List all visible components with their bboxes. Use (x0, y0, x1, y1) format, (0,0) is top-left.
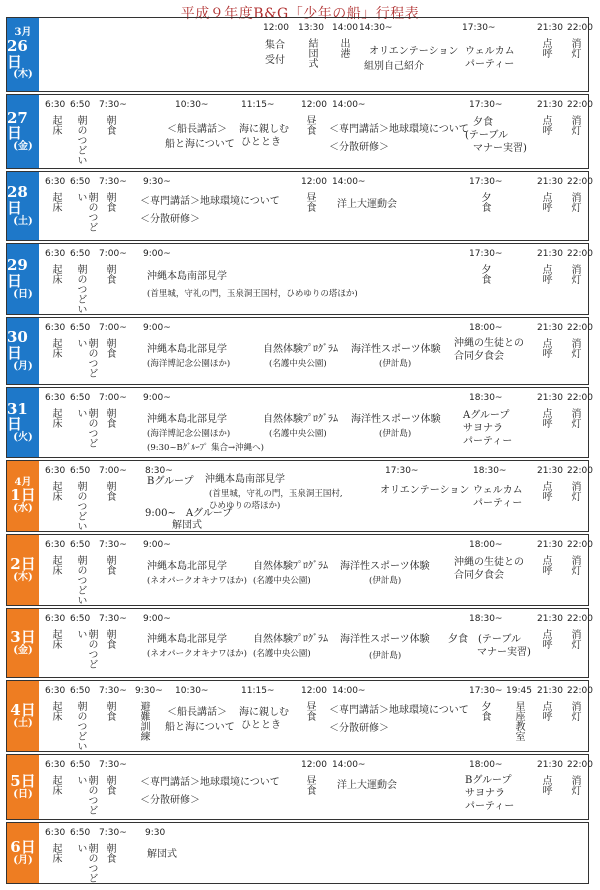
date-day: 1日 (10, 486, 36, 505)
time-label: 12:00 (301, 100, 327, 110)
event-text: 海洋性スポーツ体験 (340, 561, 430, 572)
vertical-event: 夕食 (479, 701, 490, 721)
day-row (6, 17, 593, 92)
time-label: 11:15~ (241, 686, 275, 696)
time-label: 6:50 (70, 323, 91, 333)
vertical-event: 昼食 (304, 192, 315, 212)
vertical-event: 点呼 (540, 775, 551, 795)
vertical-event: 起床 (50, 192, 61, 212)
event-text: 自然体験ﾌﾟﾛｸﾞﾗﾑ (253, 634, 328, 645)
time-label: 7:30~ (99, 686, 127, 696)
event-text: 自然体験ﾌﾟﾛｸﾞﾗﾑ (263, 414, 338, 425)
date-day: 29日 (7, 256, 28, 290)
day-row (6, 822, 589, 884)
date-cell (7, 755, 39, 819)
date-weekday: (日) (13, 788, 33, 800)
time-label: 9:00~ (143, 540, 171, 550)
date-weekday: (月) (13, 854, 33, 866)
vertical-event: 朝のつどい (75, 555, 86, 605)
event-text: ＜専門講話＞地球環境について (140, 777, 280, 788)
event-text: (名護中央公園) (269, 359, 327, 369)
time-label: 14:00~ (332, 100, 366, 110)
time-label: 22:00 (567, 393, 593, 403)
vertical-event: 点呼 (540, 264, 551, 284)
time-label: 9:30~ (135, 686, 163, 696)
time-label: 21:30 (537, 177, 563, 187)
vertical-event: 消灯 (569, 115, 580, 135)
event-text: 海洋性スポーツ体験 (340, 634, 430, 645)
event-text: 海洋性スポーツ体験 (351, 344, 441, 355)
event-text: ＜分散研修＞ (329, 723, 389, 734)
event-text: (伊計島) (379, 429, 412, 439)
event-text: ＜分散研修＞ (140, 795, 200, 806)
event-text: (ネオパークオキナワほか) (147, 649, 247, 659)
time-label: 10:30~ (175, 686, 209, 696)
event-text: 船と海について (165, 722, 235, 733)
vertical-event: 点呼 (540, 338, 551, 358)
date-weekday: (火) (13, 432, 33, 443)
date-cell (7, 388, 39, 457)
time-label: 6:30 (45, 323, 66, 333)
event-text: (伊計島) (379, 359, 412, 369)
vertical-event: 朝のつどい (75, 629, 97, 669)
time-label: 14:00 (332, 23, 358, 33)
vertical-event: 消灯 (569, 701, 580, 721)
event-text: 自然体験ﾌﾟﾛｸﾞﾗﾑ (263, 344, 338, 355)
time-label: 6:50 (70, 249, 91, 259)
time-label: 22:00 (567, 614, 593, 624)
vertical-event: 起床 (50, 115, 61, 135)
date-day: 5日 (10, 771, 36, 790)
event-text: Bグループ (465, 775, 512, 786)
event-text: 解団式 (172, 520, 202, 531)
time-label: 7:30~ (99, 828, 127, 838)
time-label: 6:30 (45, 393, 66, 403)
time-label: 7:30~ (99, 100, 127, 110)
day-row (6, 171, 593, 241)
time-label: 9:00~ (143, 323, 171, 333)
day-row (6, 460, 593, 532)
event-text: 組別自己紹介 (364, 61, 424, 72)
event-text: 自然体験ﾌﾟﾛｸﾞﾗﾑ (253, 561, 328, 572)
date-cell (7, 172, 39, 240)
vertical-event: 朝のつどい (75, 775, 97, 815)
time-label: 17:30~ (462, 23, 496, 33)
date-weekday: (日) (13, 288, 33, 300)
event-text: 夕食 (テーブル (448, 634, 522, 645)
day-row (6, 243, 593, 315)
event-text: (ネオパークオキナワほか) (147, 576, 247, 586)
time-label: 18:30~ (473, 466, 507, 476)
vertical-event: 星座教室 (513, 701, 524, 741)
time-label: 6:30 (45, 686, 66, 696)
vertical-event: 出港 (338, 38, 349, 58)
event-text: 沖縄の生徒との (454, 557, 524, 568)
day-row (6, 680, 593, 752)
vertical-event: 点呼 (540, 701, 551, 721)
vertical-event: 朝のつどい (75, 481, 86, 531)
time-label: 22:00 (567, 100, 593, 110)
event-text: マナー実習) (477, 647, 531, 658)
time-label: 6:50 (70, 540, 91, 550)
time-label: 6:50 (70, 177, 91, 187)
event-text: 海に親しむ (239, 707, 289, 718)
time-label: 17:30~ (469, 100, 503, 110)
date-weekday: (月) (13, 360, 33, 372)
vertical-event: 点呼 (540, 555, 551, 575)
vertical-event: 昼食 (304, 701, 315, 721)
time-label: 7:30~ (99, 540, 127, 550)
vertical-event: 消灯 (569, 775, 580, 795)
time-label: 13:30 (298, 23, 324, 33)
event-text: パーティー (463, 436, 513, 447)
time-label: 22:00 (567, 466, 593, 476)
event-text: ＜専門講話＞地球環境について (329, 124, 469, 135)
date-day: 4日 (10, 700, 36, 719)
date-cell (7, 535, 39, 605)
vertical-event: 起床 (50, 701, 61, 721)
vertical-event: 点呼 (540, 38, 551, 58)
vertical-event: 朝のつどい (75, 408, 97, 448)
vertical-event: 消灯 (569, 38, 580, 58)
time-label: 8:30~ (145, 466, 173, 476)
vertical-event: 消灯 (569, 264, 580, 284)
time-label: 7:00~ (99, 393, 127, 403)
event-text: (海洋博記念公園ほか) (147, 429, 231, 439)
vertical-event: 朝食 (104, 843, 115, 863)
event-text: 沖縄本島北部見学 (147, 634, 227, 645)
vertical-event: 消灯 (569, 481, 580, 501)
vertical-event: 朝のつどい (75, 843, 97, 883)
time-label: 22:00 (567, 760, 593, 770)
time-label: 21:30 (537, 23, 563, 33)
date-cell (7, 609, 39, 677)
date-day: 6日 (10, 837, 36, 856)
event-text: Aグループ (463, 410, 510, 421)
time-label: 6:30 (45, 466, 66, 476)
event-text: サヨナラ (463, 423, 503, 434)
date-cell (7, 244, 39, 314)
vertical-event: 起床 (50, 264, 61, 284)
event-text: ＜船長講話＞ (167, 707, 227, 718)
vertical-event: 消灯 (569, 338, 580, 358)
vertical-event: 朝のつどい (75, 264, 86, 314)
time-label: 14:00~ (332, 686, 366, 696)
event-text: 洋上大運動会 (337, 199, 397, 210)
time-label: 12:00 (301, 760, 327, 770)
vertical-event: 消灯 (569, 555, 580, 575)
date-cell (7, 823, 39, 883)
date-cell (7, 18, 39, 91)
date-weekday: (木) (13, 69, 33, 81)
vertical-event: 起床 (50, 555, 61, 575)
date-weekday: (水) (13, 502, 33, 514)
time-label: 9:00~ (143, 614, 171, 624)
time-label: 7:00~ (99, 249, 127, 259)
vertical-event: 夕食 (479, 192, 490, 212)
event-text: パーティー (465, 801, 515, 812)
date-cell (7, 461, 39, 531)
time-label: 6:30 (45, 177, 66, 187)
vertical-event: 昼食 (304, 115, 315, 135)
date-day: 28日 (7, 183, 28, 217)
event-text: 沖縄の生徒との (454, 338, 524, 349)
vertical-event: 起床 (50, 481, 61, 501)
event-text: ＜専門講話＞地球環境について (140, 196, 280, 207)
event-text: 船と海について (165, 139, 235, 150)
event-text: ＜分散研修＞ (329, 142, 389, 153)
event-text: マナー実習) (473, 143, 527, 154)
date-day: 31日 (7, 399, 28, 434)
time-label: 22:00 (567, 177, 593, 187)
time-label: 18:30~ (469, 393, 503, 403)
vertical-event: 朝食 (104, 192, 115, 212)
event-text: (名護中央公園) (253, 649, 311, 659)
time-label: 17:30~ (385, 466, 419, 476)
event-text: 海に親しむ (239, 124, 289, 135)
vertical-event: 朝食 (104, 629, 115, 649)
time-label: 18:00~ (469, 760, 503, 770)
vertical-event: 起床 (50, 843, 61, 863)
event-text: 海洋性スポーツ体験 (351, 414, 441, 425)
event-text: (伊計島) (369, 651, 402, 661)
time-label: 6:50 (70, 760, 91, 770)
event-text: パーティー (465, 59, 515, 70)
time-label: 10:30~ (175, 100, 209, 110)
event-text: サヨナラ (465, 788, 505, 799)
time-label: 14:30~ (359, 23, 393, 33)
time-label: 22:00 (567, 686, 593, 696)
time-label: 9:30 (145, 828, 166, 838)
time-label: 9:00~ (143, 249, 171, 259)
date-day: 3日 (10, 627, 36, 646)
time-label: 6:50 (70, 828, 91, 838)
time-label: 22:00 (567, 249, 593, 259)
event-text: 沖縄本島北部見学 (147, 414, 227, 425)
event-text: (テーブル (465, 130, 509, 141)
event-text: (首里城，守礼の門，玉泉洞王国村, (209, 489, 343, 499)
date-cell (7, 681, 39, 751)
page-title: 平成９年度B&G「少年の船」行程表 (180, 6, 420, 22)
event-text: (名護中央公園) (253, 576, 311, 586)
time-label: 22:00 (567, 23, 593, 33)
time-label: 14:00~ (332, 760, 366, 770)
event-text: 合同夕食会 (454, 351, 504, 362)
day-row (6, 94, 593, 169)
vertical-event: 朝食 (104, 481, 115, 501)
vertical-event: 朝のつどい (75, 701, 86, 751)
event-text: 洋上大運動会 (337, 780, 397, 791)
date-day: 2日 (10, 554, 36, 573)
vertical-event: 消灯 (569, 408, 580, 428)
vertical-event: 昼食 (304, 775, 315, 795)
event-text: パーティー (473, 498, 523, 509)
time-label: 7:30~ (99, 177, 127, 187)
date-day: 26日 (7, 36, 28, 71)
event-text: 集合 (265, 40, 285, 51)
date-month: 4月 (14, 476, 32, 488)
time-label: 19:45 (506, 686, 532, 696)
vertical-event: 点呼 (540, 408, 551, 428)
date-cell (7, 95, 39, 168)
time-label: 18:00~ (469, 540, 503, 550)
time-label: 21:30 (537, 614, 563, 624)
time-label: 6:30 (45, 760, 66, 770)
time-label: 12:00 (301, 177, 327, 187)
event-text: オリエンテーション (369, 46, 459, 57)
time-label: 9:00~ (143, 393, 171, 403)
vertical-event: 朝食 (104, 115, 115, 135)
time-label: 6:30 (45, 614, 66, 624)
time-label: 21:30 (537, 323, 563, 333)
vertical-event: 朝食 (104, 338, 115, 358)
event-text: 沖縄本島南部見学 (147, 271, 227, 282)
event-text: (海洋博記念公園ほか) (147, 359, 231, 369)
time-label: 21:30 (537, 686, 563, 696)
day-row (6, 317, 593, 385)
date-day: 30日 (7, 328, 28, 362)
event-text: ＜船長講話＞ (167, 124, 227, 135)
date-weekday: (土) (13, 717, 33, 729)
time-label: 17:30~ (469, 686, 503, 696)
event-text: (伊計島) (369, 576, 402, 586)
date-weekday: (金) (13, 141, 33, 152)
event-text: 夕食 (473, 117, 493, 128)
vertical-event: 起床 (50, 629, 61, 649)
time-label: 7:00~ (99, 323, 127, 333)
time-label: 11:15~ (241, 100, 275, 110)
event-text: ひめゆりの塔ほか) (209, 501, 281, 511)
day-row (6, 387, 593, 458)
time-label: 6:30 (45, 540, 66, 550)
event-text: (9:30~Bｸﾞﾙｰﾌﾟ 集合→沖縄へ) (147, 443, 264, 453)
time-label: 6:50 (70, 466, 91, 476)
time-label: 21:30 (537, 249, 563, 259)
vertical-event: 朝食 (104, 701, 115, 721)
event-text: ウェルカム (473, 485, 523, 496)
vertical-event: 結団式 (306, 38, 317, 68)
day-row (6, 608, 593, 678)
event-text: ＜専門講話＞地球環境について (329, 705, 469, 716)
vertical-event: 起床 (50, 408, 61, 428)
event-text: 解団式 (147, 849, 177, 860)
time-label: 6:50 (70, 614, 91, 624)
date-weekday: (土) (13, 215, 33, 227)
vertical-event: 朝食 (104, 408, 115, 428)
time-label: 21:30 (537, 466, 563, 476)
time-label: 6:50 (70, 100, 91, 110)
vertical-event: 朝のつどい (75, 115, 86, 165)
event-text: ＜分散研修＞ (140, 214, 200, 225)
event-text: オリエンテーション (380, 485, 470, 496)
time-label: 21:30 (537, 540, 563, 550)
event-text: 受付 (265, 55, 285, 66)
time-label: 22:00 (567, 540, 593, 550)
vertical-event: 朝食 (104, 555, 115, 575)
vertical-event: 消灯 (569, 629, 580, 649)
event-text: 沖縄本島北部見学 (147, 344, 227, 355)
vertical-event: 点呼 (540, 115, 551, 135)
day-row (6, 754, 593, 820)
time-label: 6:30 (45, 100, 66, 110)
time-label: 9:30~ (143, 177, 171, 187)
time-label: 22:00 (567, 323, 593, 333)
time-label: 7:30~ (99, 614, 127, 624)
date-weekday: (金) (13, 644, 33, 656)
time-label: 17:30~ (469, 249, 503, 259)
time-label: 7:30~ (99, 760, 127, 770)
date-cell (7, 318, 39, 384)
event-text: Bグループ (147, 476, 194, 487)
event-text: ひととき (241, 137, 281, 148)
time-label: 21:30 (537, 100, 563, 110)
vertical-event: 点呼 (540, 629, 551, 649)
time-label: 7:00~ (99, 466, 127, 476)
time-label: 12:00 (301, 686, 327, 696)
event-text: 沖縄本島南部見学 (205, 474, 285, 485)
vertical-event: 朝食 (104, 775, 115, 795)
event-text: ひととき (241, 720, 281, 731)
vertical-event: 夕食 (479, 264, 490, 284)
vertical-event: 朝のつどい (75, 338, 97, 378)
vertical-event: 起床 (50, 775, 61, 795)
vertical-event: 消灯 (569, 192, 580, 212)
vertical-event: 起床 (50, 338, 61, 358)
date-weekday: (木) (13, 571, 33, 583)
time-label: 21:30 (537, 393, 563, 403)
time-label: 12:00 (263, 23, 289, 33)
time-label: 18:30~ (469, 614, 503, 624)
day-row (6, 534, 593, 606)
vertical-event: 朝食 (104, 264, 115, 284)
event-text: 合同夕食会 (454, 570, 504, 581)
time-label: 6:50 (70, 393, 91, 403)
time-label: 18:00~ (469, 323, 503, 333)
time-label: 6:30 (45, 249, 66, 259)
date-day: 27日 (7, 108, 28, 143)
event-text: 沖縄本島北部見学 (147, 561, 227, 572)
event-text: (名護中央公園) (269, 429, 327, 439)
vertical-event: 避難訓練 (138, 701, 149, 741)
time-label: 14:00~ (332, 177, 366, 187)
event-text: 9:00~ Aグループ (145, 508, 233, 519)
time-label: 21:30 (537, 760, 563, 770)
event-text: (首里城，守礼の門，玉泉洞王国村，ひめゆりの塔ほか) (147, 289, 358, 299)
date-month: 3月 (14, 27, 32, 39)
vertical-event: 点呼 (540, 192, 551, 212)
time-label: 6:30 (45, 828, 66, 838)
time-label: 17:30~ (469, 177, 503, 187)
vertical-event: 点呼 (540, 481, 551, 501)
event-text: ウェルカム (465, 46, 515, 57)
vertical-event: 朝のつどい (75, 192, 97, 232)
time-label: 6:50 (70, 686, 91, 696)
